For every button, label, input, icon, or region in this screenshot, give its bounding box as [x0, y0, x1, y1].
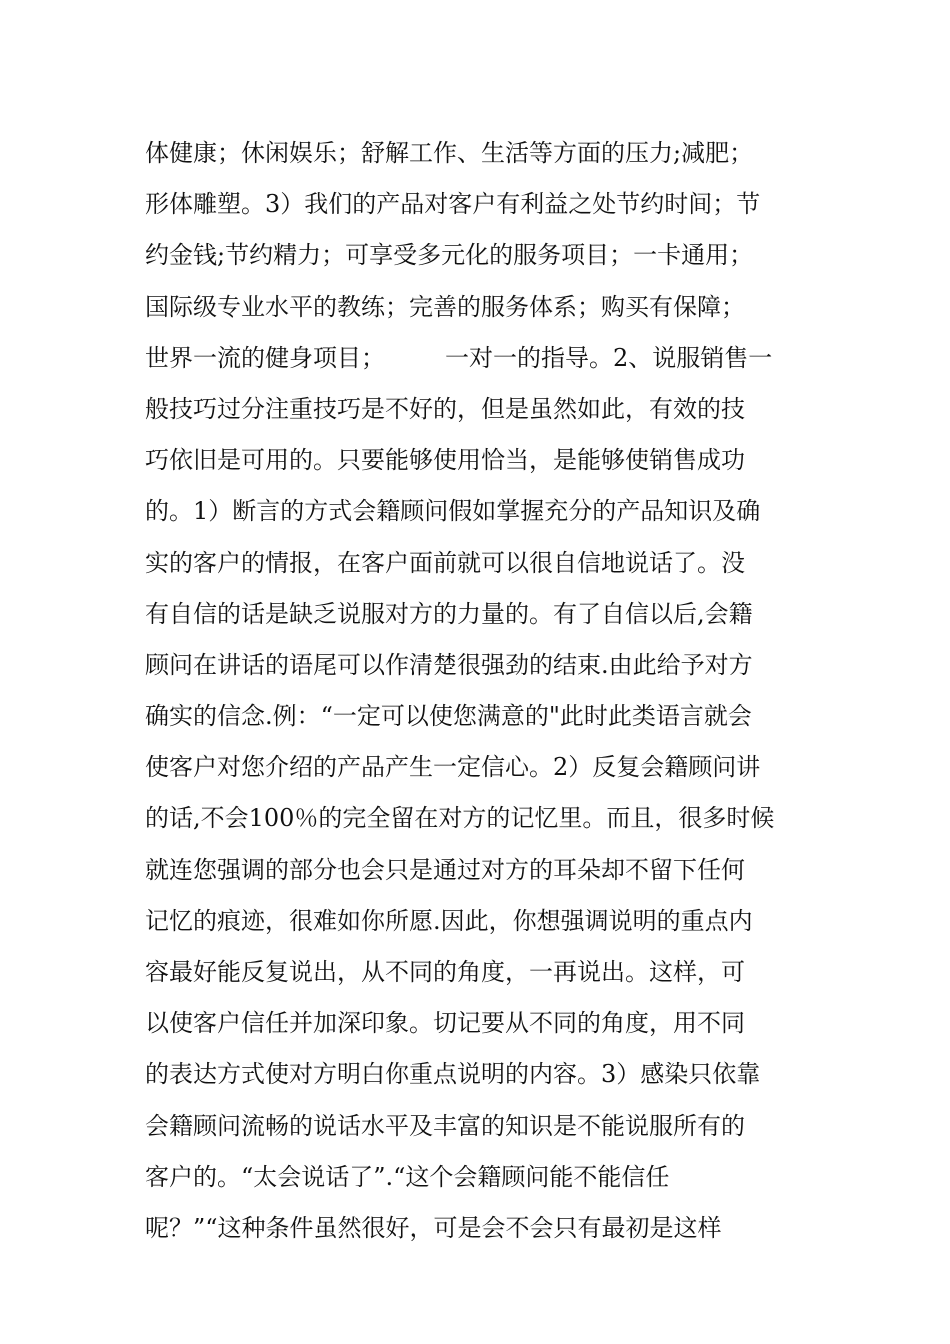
text-line: 确实的信念.例：“一定可以使您满意的"此时此类语言就会 — [145, 702, 752, 731]
text-line: 使客户对您介绍的产品产生一定信心。2）反复会籍顾问讲 — [145, 753, 761, 782]
text-line: 的。1）断言的方式会籍顾问假如掌握充分的产品知识及确 — [145, 497, 761, 526]
text-line: 国际级专业水平的教练；完善的服务体系；购买有保障； — [145, 292, 745, 321]
text-line: 般技巧过分注重技巧是不好的，但是虽然如此，有效的技 — [145, 394, 745, 423]
text-line: 的表达方式使对方明白你重点说明的内容。3）感染只依靠 — [145, 1060, 761, 1089]
text-line: 巧依旧是可用的。只要能够使用恰当，是能够使销售成功 — [145, 446, 745, 475]
text-line: 有自信的话是缺乏说服对方的力量的。有了自信以后,会籍 — [145, 599, 753, 628]
text-line: 约金钱;节约精力；可享受多元化的服务项目；一卡通用； — [145, 241, 754, 270]
body-text — [145, 128, 825, 1254]
text-line: 以使客户信任并加深印象。切记要从不同的角度，用不同 — [145, 1009, 745, 1038]
text-line: 顾问在讲话的语尾可以作清楚很强劲的结束.由此给予对方 — [145, 650, 753, 679]
text-line: 世界一流的健身项目； 一对一的指导。2、说服销售一 — [145, 343, 773, 372]
text-line: 客户的。“太会说话了”.“这个会籍顾问能不能信任 — [145, 1162, 670, 1191]
text-line: 呢？”“这种条件虽然很好，可是会不会只有最初是这样 — [145, 1213, 722, 1242]
text-line: 形体雕塑。3）我们的产品对客户有利益之处节约时间；节 — [145, 190, 761, 219]
text-line: 的话,不会100％的完全留在对方的记忆里。而且，很多时候 — [145, 804, 775, 833]
text-line: 就连您强调的部分也会只是通过对方的耳朵却不留下任何 — [145, 855, 745, 884]
text-line: 会籍顾问流畅的说话水平及丰富的知识是不能说服所有的 — [145, 1111, 745, 1140]
text-line: 记忆的痕迹，很难如你所愿.因此，你想强调说明的重点内 — [145, 906, 753, 935]
text-line: 体健康；休闲娱乐；舒解工作、生活等方面的压力;减肥； — [145, 139, 754, 167]
text-line: 实的客户的情报，在客户面前就可以很自信地说话了。没 — [145, 548, 745, 577]
text-line: 容最好能反复说出，从不同的角度，一再说出。这样，可 — [145, 958, 745, 986]
